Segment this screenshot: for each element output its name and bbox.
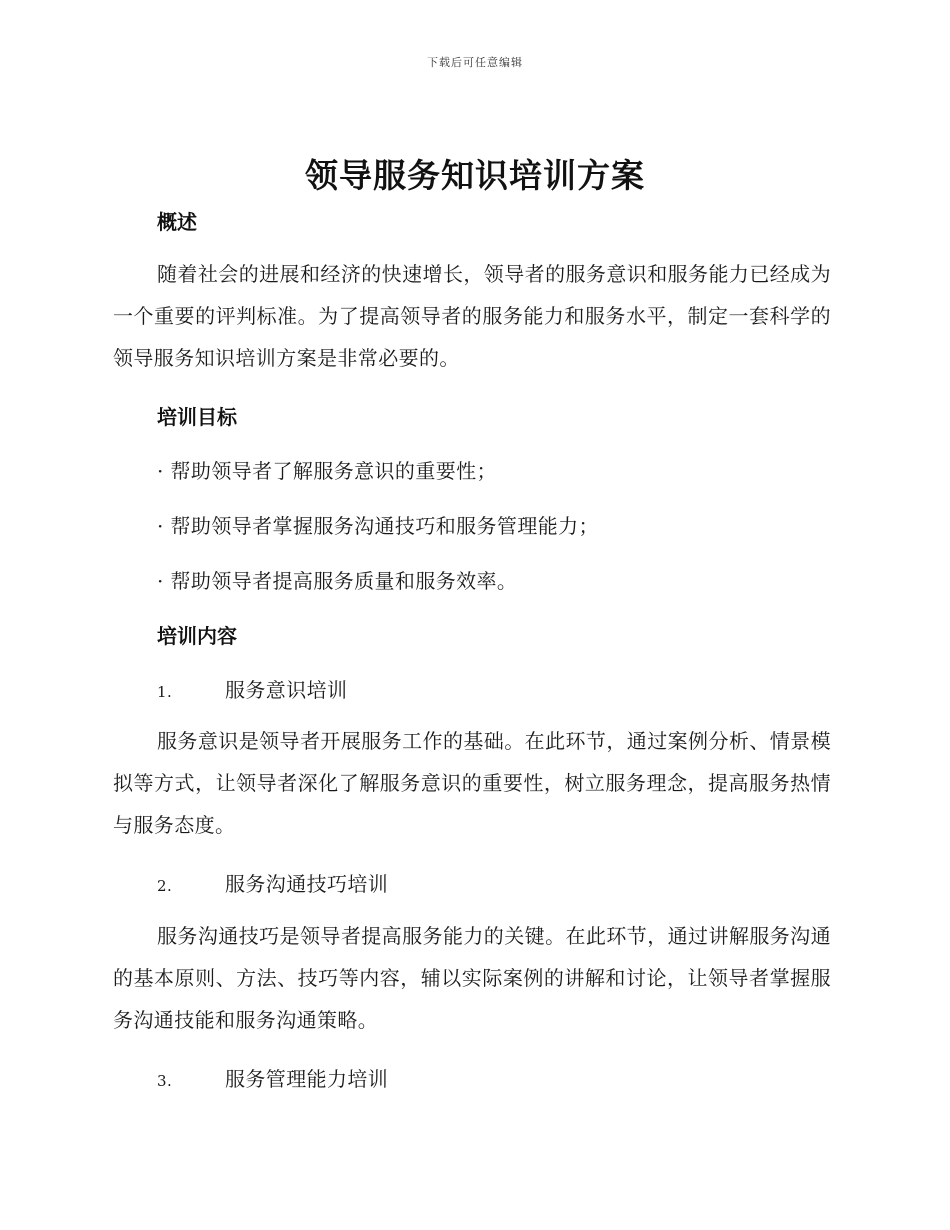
header-note: 下载后可任意编辑 (427, 56, 523, 69)
document-title: 领导服务知识培训方案 (305, 156, 645, 195)
content-item-3-number: 3. (157, 1072, 173, 1090)
content-item-1-paragraph: 服务意识是领导者开展服务工作的基础。在此环节，通过案例分析、情景模拟等方式，让领导者深化了解服务意识的重要性，树立服务理念，提高服务热情与服务态度。 (113, 729, 831, 837)
goal-item-2: · 帮助领导者掌握服务沟通技巧和服务管理能力； (157, 514, 599, 538)
goal-item-1: · 帮助领导者了解服务意识的重要性； (157, 459, 497, 483)
content-item-2-paragraph: 服务沟通技巧是领导者提高服务能力的关键。在此环节，通过讲解服务沟通的基本原则、方法、技巧等内容，辅以实际案例的讲解和讨论，让领导者掌握服务沟通技能和服务沟通策略。 (113, 924, 831, 1032)
section-heading-goals: 培训目标 (157, 405, 237, 429)
goal-item-3: · 帮助领导者提高服务质量和服务效率。 (157, 569, 518, 593)
content-item-2-number: 2. (157, 877, 173, 895)
content-item-2-label: 服务沟通技巧培训 (225, 872, 389, 896)
content-item-2 (157, 868, 388, 897)
content-item-1-number: 1. (157, 683, 173, 701)
content-item-3 (157, 1063, 388, 1092)
content-item-1-label: 服务意识培训 (225, 678, 348, 702)
content-item-1 (157, 674, 347, 703)
section-heading-content: 培训内容 (157, 624, 237, 648)
section-heading-overview: 概述 (157, 210, 197, 234)
content-item-3-label: 服务管理能力培训 (225, 1067, 389, 1091)
overview-paragraph: 随着社会的进展和经济的快速增长，领导者的服务意识和服务能力已经成为一个重要的评判标准。为了提高领导者的服务能力和服务水平，制定一套科学的领导服务知识培训方案是非常必要的。 (113, 262, 831, 370)
